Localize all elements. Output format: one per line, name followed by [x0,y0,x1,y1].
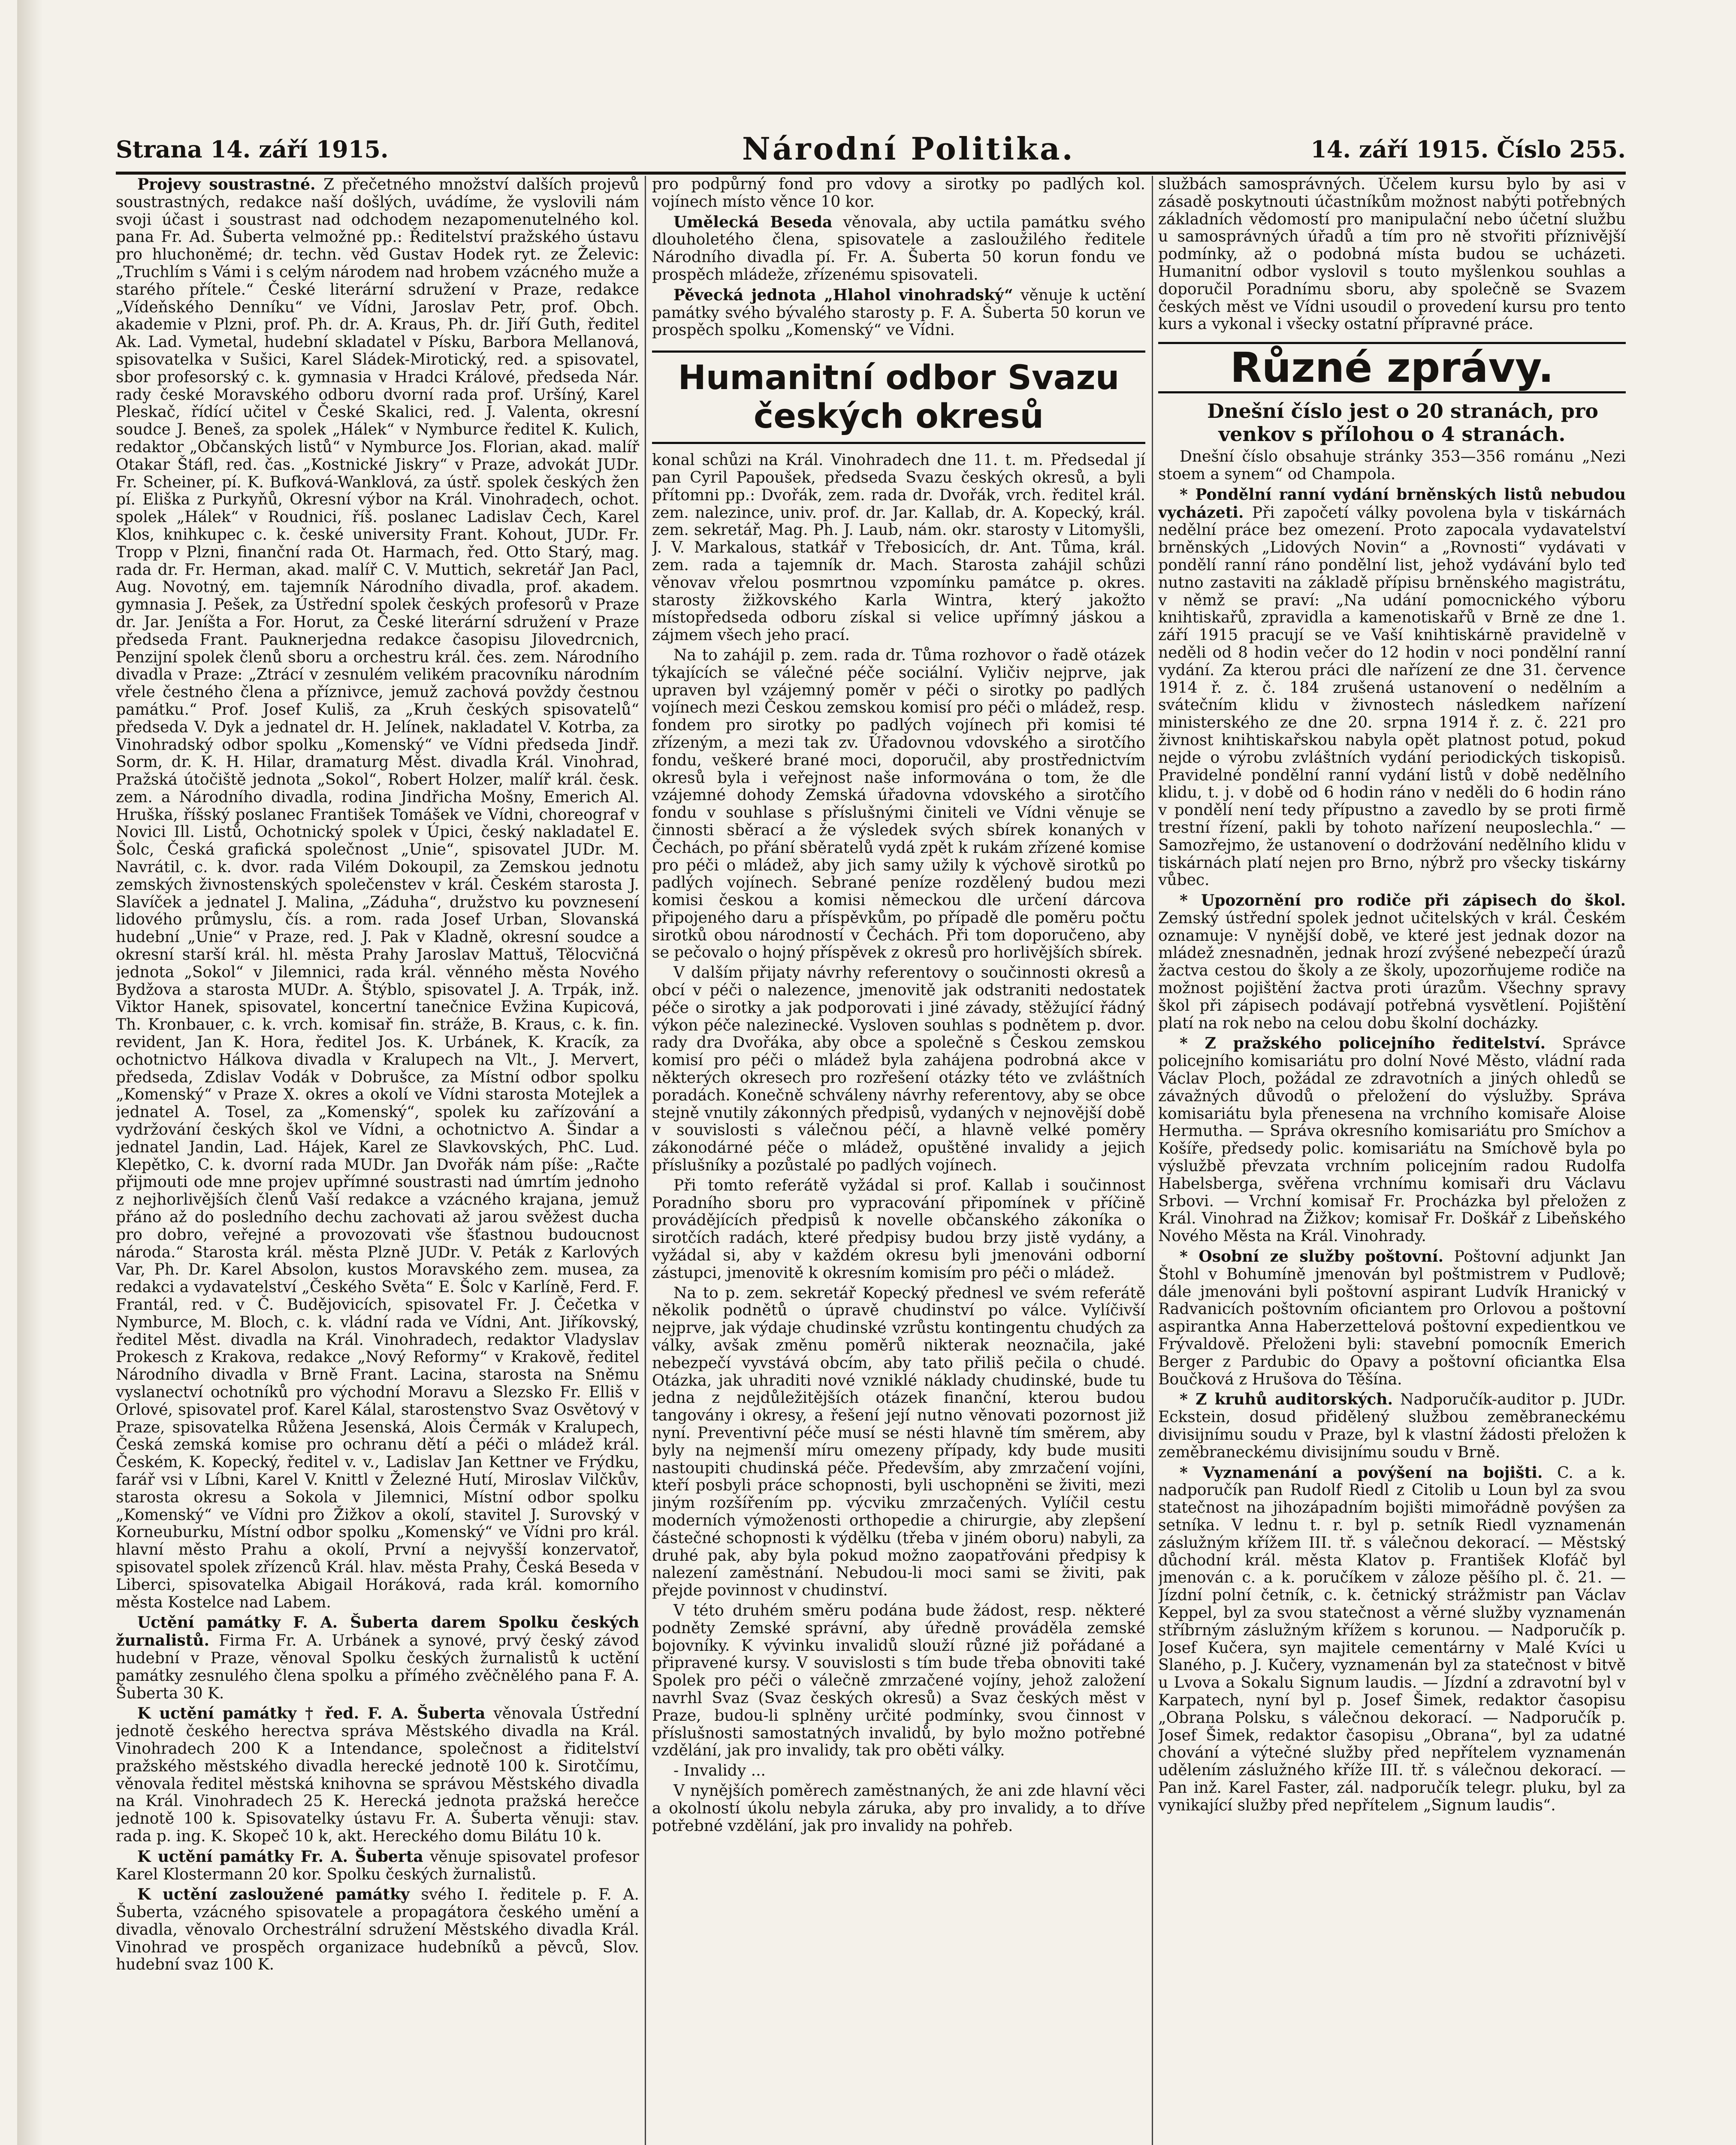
masthead-title: Národní Politika. [742,130,1075,167]
article-decorations: * Vyznamenání a povýšení na bojišti. C. a k. nadporučík pan Rudolf Riedl z Citolib u Loun byl za svou statečnost na jihozápadním bojišti mimořádně povýšen za setníka. V lednu t. r. byl p. setník Riedl vyznamenán záslužným křížem III. tř. s válečnou dekorací. — Městský důchodní král. města Klatov p. František Klofáč byl jmenován c. a k. poručíkem v záloze pěšího pl. č. 21. — Jízdní polní četník, c. k. četnický strážmistr pan Václav Keppel, byl za svou statečnost a věrné služby vyznamenán stříbrným záslužným křížem s korunou. — Nadporučík p. Josef Kučera, syn majitele cementárny v Malé Kvíci u Slaného, p. J. Kučery, vyznamenán byl za statečnost v bitvě u Lvova a Sokalu Signum laudis. — Jízdní a zdravotní byl v Karpatech, nyní byl p. Josef Šimek, redaktor časopisu „Obrana Polsku, s válečnou dekorací. — Nadporučík p. Josef Šimek, redaktor časopisu „Obrana“, byl za udatné chování a výtečné služby před nepřítelem vyznamenán udělením záslužného kříže III. tř. s válečnou dekorací. — Pan inž. Karel Faster, zál. nadporučík telegr. pluku, byl za vynikající služby před nepřítelem „Signum laudis“. [1158,1463,1626,1814]
header-page-date: Strana 14. září 1915. [116,136,389,163]
article-umelecka-beseda: Umělecká Beseda věnovala, aby uctila památku svého dlouholetého člena, spisovatele a zasloužilého ředitele Národního divadla pí. Fr. A. Šuberta 50 korun fondu ve prospěch mládeže, zřízenému spisovateli. [652,213,1145,284]
paragraph-foundlings: V dalším přijaty návrhy referentovy o součinnosti okresů a obcí v péči o nalezence, jmenovitě jak odstraniti nedostatek péče o sirotky a jak podporovati i jiné závady, stěžující řádný výkon péče nalezinecké. Vysloven souhlas s podnětem p. dvor. rady dra Dvořáka, aby obce a společně s Českou zemskou komisí pro péči o mládež byla zahájena podrobná akce v některých okresech pro rozřešení otázky této ve zvláštních poradách. Konečně schváleny návrhy referentovy, aby se obce stejně vnutily zákonných předpisů, vydaných v nejnovější době v souvislosti s válečnou péčí, a hlavně velké poměry zákonodárné péče o mládež, opuštěné invalidy a jejich příslušníky a pozůstalé po padlých vojínech. [652,964,1145,1175]
paragraph-kallab: Při tomto referátě vyžádal si prof. Kallab i součinnost Poradního sboru pro vypracování připomínek v příčině provádějících předpisů k novelle občanského zákoníka o sirotčích radách, které předpisy budou brzy jistě vydány, a vyžádal si, aby v každém okresu byli jmenováni odborní zástupci, jmenovitě k okresním komisím pro péči o mládež. [652,1176,1145,1282]
paragraph-tuma-report: Na to zahájil p. zem. rada dr. Tůma rozhovor o řadě otázek týkajících se válečné péče sociální. Vyličiv nejprve, jak upraven byl vzájemný poměr v péči o sirotky po padlých vojínech mezi Českou zemskou komisí pro péči o mládež, resp. fondem pro sirotky po padlých vojínech při komisi té zřízeným, a mezi tak zv. Úřadovnou vdovského a sirotčího fondu, veškeré brané moci, doporučil, aby prostřednictvím okresů byla i veřejnost naše informována o tom, že dle vzájemné dohody Zemská úřadovna vdovského a sirotčího fondu v souhlase s příslušnými činiteli ve Vídni věnuje se činnosti sběrací a že výsledek svých sbírek konaných v Čechách, po přání sběratelů vydá zpět k rukám zřízené komise pro péči o mládež, aby jich samy užily k výchově sirotků po padlých vojínech. Sebrané peníze rozdělený budou mezi komisi českou a komisi německou dle určení dárcova připojeného daru a příspěvkům, po případě dle poměru počtu sirotků obou národností v Čechách. Při tom doporučeno, aby se pečovalo o hojný příspěvek z okresů pro horlivějších sbírek. [652,646,1145,962]
article-school-insurance: * Upozornění pro rodiče při zápisech do škol. Zemský ústřední spolek jednot učitelských v král. Českém oznamuje: V nynější době, ve které jest jednak dozor na mládež znesnadněn, jednak hrozí zvýšené nebezpečí úrazů žactva cestou do školy a ze školy, upozorňujeme rodiče na možnost pojištění žactva proti úrazům. Všechny spravy škol při zápisech podávají potřebná vysvětlení. Pojištění platí na rok nebo na celou dobu školní docházky. [1158,891,1626,1032]
article-orchestra-gift: K uctění zasloužené památky svého I. ředitele p. F. A. Šuberta, vzácného spisovatele a propagátora českého umění a divadla, věnovalo Orchestrální sdružení Městského divadla Král. Vinohrad ve prospěch organizace hudebníků a pěvců, Slov. hudební svaz 100 K. [116,1885,639,1974]
paragraph-course: službách samosprávných. Účelem kursu bylo by asi v zásadě poskytnouti účastníkům možnost nabýti potřebných základních vědomostí pro manipulační nebo účetní službu u samosprávných úřadů a tím pro ně stvořiti příznivější podmínky, až o podobná místa budou se ucházeti. Humanitní odbor vyslovil s touto myšlenkou souhlas a doporučil Poradnímu sboru, aby společně se Svazem českých měst ve Vídni usoudil o provedení kursu pro tento kurs a vykonal i všecky ostatní přípravné práce. [1158,176,1626,333]
article-brno-monday: * Pondělní ranní vydání brněnských listů nebudou vycházeti. Při započetí války povolena byla v tiskárnách nedělní práce bez omezení. Proto zapocala vydavatelství brněnských „Lidových Novin“ a „Rovnosti“ vydávati v pondělí ranní ráno pondělní list, jehož vydávání bylo teď nutno zastaviti na základě přípisu brněnského magistrátu, v němž se praví: „Na udání pomocnického výboru knihtiskařů, zpravidla a kamenotiskařů v Brně ze dne 1. září 1915 pracují se ve Vaší knihtiskárně pravidelně v neděli od 8 hodin večer do 12 hodin v noci pondělní ranní vydání. Za kterou práci dle nařízení ze dne 31. července 1914 ř. z. č. 184 zrušená ustanovení o nedělním a svátečním klidu v živnostech následkem nařízení ministerského ze dne 20. srpna 1914 ř. z. č. 221 pro živnost knihtiskařskou nabyla opět platnost potud, pokud nejde o výrobu zvláštních vydání periodických tiskopisů. Pravidelné pondělní ranní vydání listů v době nedělního klidu, t. j. v době od 6 hodin ráno v neděli do 6 hodin ráno v pondělí není tedy přípustno a zavedlo by se proti firmě trestní řízení, pakli by tohoto nařízení neuposlechla.“ — Samozřejmo, že ustanovení o dodržování nedělního klidu v tiskárnách platí nejen pro Brno, nýbrž pro všecky tiskárny vůbec. [1158,485,1626,889]
header-issue-number: 14. září 1915. Číslo 255. [1310,136,1626,163]
section-title-various-news: Různé zprávy. [1158,342,1626,393]
paragraph-invalids-cont: - Invalidy ... [673,1762,766,1780]
paragraph-invalids: V této druhém směru podána bude žádost, resp. některé podněty Zemské správní, aby úředně prováděla zemské bojovníky. K vývinku invalidů slouží různé již pořádané a připravené kursy. V souvislosti s tím bude třeba obnoviti také Spolek pro péči o válečně zmrzačené vojíny, jehož založení navrhl Svaz (Svaz českých okresů) a Svaz českých měst v Praze, budou-li splněny určité podmínky, svou činnost v příslušnosti samostatných invalidů, by bylo možno potřebné vzdělání, jak pro invalidy, tak pro oběti války. [652,1601,1145,1760]
paragraph-novel-pages: Dnešní číslo obsahuje stránky 353—356 románu „Nezi stoem a synem“ od Champola. [1158,448,1626,483]
article-condolences: Projevy soustrastné. Z přečetného množství dalších projevů soustrastných, redakce naší došlých, uvádíme, že vyslovili nám svoji účast i soustrast nad odchodem nezapomenutelného kol. pana Fr. Ad. Šuberta velmožné pp.: Ředitelství pražského ústavu pro hluchoněmé; dr. techn. věd Gustav Hodek ryt. ze Želevic: „Truchlím s Vámi i s celým národem nad hrobem vzácného muže a starého přítele.“ České literární sdružení v Praze, redakce „Vídeňského Denníku“ ve Vídni, Jaroslav Petr, prof. Obch. akademie v Plzni, prof. Ph. dr. A. Kraus, Ph. dr. Jiří Guth, ředitel Ak. Lad. Vymetal, hudební skladatel v Písku, Barbora Mellanová, spisovatelka v Sušici, Karel Sládek-Mirotický, red. a spisovatel, sbor profesorský c. k. gymnasia v Hradci Králové, předseda Nár. rady české Moravského odboru dvorní rada prof. Uršíný, Karel Pleskač, řídící učitel v České Skalici, red. J. Valenta, okresní soudce J. Beneš, za spolek „Hálek“ v Nymburce ředitel K. Kulich, redaktor „Občanských listů“ v Nymburce Jos. Florian, akad. malíř Otakar Štáfl, red. čas. „Kostnické Jiskry“ v Praze, advokát JUDr. Fr. Scheiner, pí. K. Bufková-Wanklová, za ústř. spolek českých žen pí. Eliška z Purkyňů, Okresní výbor na Král. Vinohradech, ochot. spolek „Hálek“ v Roudnici, říš. poslanec Ladislav Čech, Karel Klos, knihkupec c. k. české university Frant. Kohout, JUDr. Fr. Tropp v Plzni, finanční rada Ot. Harmach, řed. Otto Starý, mag. rada dr. Fr. Herman, akad. malíř C. V. Muttich, sekretář Jan Pacl, Aug. Novotný, em. tajemník Národního divadla, prof. akadem. gymnasia J. Pešek, za Ústřední spolek českých profesorů v Praze dr. Jar. Jeníšta a For. Horut, za České literární sdružení v Praze předseda Frant. Pauknerjedna redakce časopisu Jilovedrcnich, Penzijní spolek členů sboru a orchestru král. čes. zem. Národního divadla v Praze: „Ztrácí v zesnulém velikém pracovníku národním vřele čestného člena a příznivce, jemuž zachová povždy čestnou památku.“ Prof. Josef Kuliš, za „Kruh českých spisovatelů“ předseda V. Dyk a jednatel dr. H. Jelínek, nakladatel V. Kotrba, za Vinohradský odbor spolku „Komenský“ ve Vídni předseda Jindř. Sorm, dr. K. H. Hilar, dramaturg Měst. divadla Král. Vinohrad, Pražská útočiště jednota „Sokol“, Robert Holzer, malíř král. česk. zem. a Národního divadla, rodina Jindřicha Mošny, Emerich Al. Hruška, říšský poslanec František Tomášek ve Vídni, choreograf v Novici Ill. Listů, Ochotnický spolek v Úpici, český nakladatel E. Šolc, Česká grafická společnost „Unie“, spisovatel JUDr. M. Navrátil, c. k. dvor. rada Vilém Dokoupil, za Zemskou jednotu zemských živnostenských společenstev v král. Českém starosta J. Slavíček a jednatel J. Malina, „Záduha“, družstvo ku povznesení lidového průmyslu, čís. a rom. rada Josef Urban, Slovanská hudební „Unie“ v Praze, red. J. Pak v Kladně, okresní soudce a okresní starší král. hl. města Prahy Jaroslav Mattuš, Tělocvičná jednota „Sokol“ v Jilemnici, rada král. věnného města Nového Bydžova a starosta MUDr. A. Štýblo, spisovatel J. A. Trpák, inž. Viktor Hanek, spisovatel, koncertní tanečnice Evžina Kupicová, Th. Kronbauer, c. k. vrch. komisař fin. stráže, B. Kraus, c. k. fin. revident, Jan K. Hora, ředitel Jos. K. Urbánek, K. Kracík, za ochotnictvo Hálkova divadla v Kralupech na Vlt., J. Mervert, předseda, Zdislav Vodák v Dobrušce, za Místní odbor spolku „Komenský“ v Praze X. okres a okolí ve Vídni starosta Motejlek a jednatel A. Tosel, za „Komenský“, spolek ku zařízování a vydržování českých škol ve Vídni, a ochotnictvo A. Šindar a jednatel Jandin, Lad. Hájek, Karel ze Slavkovských, PhC. Lud. Klepětko, C. k. dvorní rada MUDr. Jan Dvořák nám píše: „Račte přijmouti ode mne projev upřímné soustrasti nad úmrtím jednoho z nejhorlivějších členů Vaší redakce a vzácného krajana, jemuž přáno až do posledního dechu zachovati až jarou svěžest ducha pro dobro, veřejné a provozovati vše šťastnou budoucnost národa.“ Starosta král. města Plzně JUDr. V. Peták z Karlových Var, Ph. Dr. Karel Absolon, kustos Moravského zem. musea, za redakci a vydavatelství „Českého Světa“ E. Šolc v Karlíně, Ferd. F. Frantál, red. v Č. Budějovicích, spisovatel Fr. J. Čečetka v Nymburce, M. Bloch, c. k. vládní rada ve Vídni, Ant. Jiříkovský, ředitel Měst. divadla na Král. Vinohradech, redaktor Vladyslav Prokesch z Krakova, redakce „Nový Reformy“ v Krakově, ředitel Národního divadla v Brně Frant. Lacina, starosta na Sněmu vyslanectví ochotníků pro východní Moravu a Slezsko Fr. Elliš v Orlové, spisovatel prof. Karel Kálal, starostenstvo Svaz Osvětový v Praze, spisovatelka Růžena Jesenská, Alois Čermák v Kralupech, Česká zemská komise pro ochranu dětí a péči o mládež král. Českém, K. Kopecký, ředitel v. v., Ladislav Jan Kettner ve Frýdku, farář vsi v Líbni, Karel V. Knittl v Železné Hutí, Miroslav Vilčkův, starosta okresu a Sokola v Jilemnici, Místní odbor spolku „Komenský“ ve Vídni pro Žižkov a okolí, stavitel J. Surovský v Korneuburku, Místní odbor spolku „Komenský“ ve Vídni pro král. hlavní město Prahu a okolí, První a nejvyšší konzervatoř, spisovatel spolek zřízenců Král. hlav. města Prahy, Česká Beseda v Liberci, spisovatelka Abigail Horáková, rada král. komorního města Kostelce nad Labem. [116,176,639,1611]
column-3 [1158,176,1626,2145]
article-hlahol: Pěvecká jednota „Hlahol vinohradský“ věnuje k uctění památky svého bývalého starosty p. F. A. Šuberta 50 korun ve prospěch spolku „Komenský“ ve Vídni. [652,286,1145,339]
column-1 [116,176,639,2145]
paragraph-kopecky: Na to p. zem. sekretář Kopecký přednesl ve svém referátě několik podnětů o úpravě chudinství po válce. Vylíčivší nejprve, jak výdaje chudinské vzrůstu kontingentu chudých za války, avšak změnu poměrů nikterak neoznačila, jaké nebezpečí vyvstává obcím, aby tato přiliš pečila o chudé. Otázka, jak uhraditi nové vzniklé náklady chudinské, bude tu jedna z nejdůležitějších otázek finanční, kterou budou tangovány i okresy, a řešení její nutno věnovati pozornost již nyní. Preventivní péče musí se nésti hlavně tím směrem, aby byly na nejmenší míru omezeny případy, kdy bude musiti nastoupiti chudinská péče. Především, aby zmrzačení vojíni, kteří posbyli práce schopnosti, byli uschopněni se živiti, mezi jiným rozšířením pp. výcviku zmrzačených. Vylíčil cestu moderních výmoženosti orthopedie a chirurgie, aby zlepšení částečné schopnosti k výdělku (třeba v jiném oboru) nabyli, za druhé pak, aby byla pokud možno zaopatřováni předpisy k nalezení zaměstnání. Nebudou-li moci sami se živiti, pak přejde povinnost v chudinství. [652,1284,1145,1600]
article-auditors: * Z kruhů auditorských. Nadporučík-auditor p. JUDr. Eckstein, dosud přidělený službou zeměbraneckému divisijnímu soudu v Praze, byl k vlastní žádosti přeložen k zeměbraneckému divisijnímu soudu v Brně. [1158,1390,1626,1461]
paragraph-meeting: konal schůzi na Král. Vinohradech dne 11. t. m. Předsedal jí pan Cyril Papoušek, předseda Svazu českých okresů, a byli přítomni pp.: Dvořák, zem. rada dr. Dvořák, vrch. ředitel král. zem. nalezince, univ. prof. dr. Jar. Kallab, dr. A. Kopecký, král. zem. sekretář, Mag. Ph. J. Laub, nám. okr. starosty v Litomyšli, J. V. Markalous, statkář v Třebosicích, dr. Ant. Tůma, král. zem. rada a tajemník dr. Mach. Starosta zahájil schůzi věnovav vřelou posmrtnou vzpomínku památce p. okres. starosty žižkovského Karla Wintra, který jakožto místopředseda odboru získal si velice upřímný jáskou a zájmem všech jeho prací. [652,451,1145,644]
newspaper-header [116,124,1626,175]
article-actors-memorial: K uctění památky † řed. F. A. Šuberta věnovala Ústřední jednotě českého herectva správa Městského divadla na Král. Vinohradech 200 K a Intendance, společnost a řiditelství pražského městského divadla herecké jednotě 100 k. Sirotčímu, věnovala ředitel městská knihovna se správou Městského divadla na Král. Vinohradech 25 K. Herecká jednota pražská herečce jednotě 100 k. Spisovatelky ústavu Fr. A. Šuberta věnuji: stav. rada p. ing. K. Skopeč 10 k, akt. Hereckého domu Bilátu 10 k. [116,1704,639,1845]
article-police: * Z pražského policejního ředitelství. Správce policejního komisariátu pro dolní Nové Město, vládní rada Václav Ploch, požádal ze zdravotních a jiných ohledů se závažných důvodů o přeložení do výslužby. Správa komisariátu byla přenesena na vrchního komisaře Aloise Hermutha. — Správa okresního komisariátu pro Smíchov a Košíře, předsedy polic. komisariátu na Smíchově byla po výslužbě převzata vrchním policejním radou Rudolfa Habelsberga, svěřena vrchnímu komisaři dru Václavu Srbovi. — Vrchní komisař Fr. Procházka byl přeložen z Král. Vinohrad na Žižkov; komisař Fr. Doškář z Libeňského Nového Města na Král. Vinohrady. [1158,1034,1626,1245]
headline-humanitarian-section: Humanitní odbor Svazu českých okresů [652,350,1145,444]
article-klostermann-gift: K uctění památky Fr. A. Šuberta věnuje spisovatel profesor Karel Klostermann 20 kor. Spolku českých žurnalistů. [116,1847,639,1883]
paragraph-fund: pro podpůrný fond pro vdovy a sirotky po padlých kol. vojínech místo věnce 10 kor. [652,176,1145,211]
column-2 [652,176,1145,2145]
article-journalists-gift: Uctění památky F. A. Šuberta darem Spolku českých žurnalistů. Firma Fr. A. Urbánek a synové, prvý český závod hudební v Praze, věnoval Spolku českých žurnalistů k uctění památky zesnulého člena spolku a přímého zvěčnělého pana F. A. Šuberta 30 K. [116,1613,639,1702]
article-postal: * Osobní ze služby poštovní. Poštovní adjunkt Jan Štohl v Bohumíně jmenován byl poštmistrem v Pudlově; dále jmenováni byli poštovní aspirant Ludvík Hranický v Radvanicích poštovním oficiantem pro Orlovou a poštovní aspirantka Anna Haberzettelová poštovní expedientkou ve Frývaldově. Přeloženi byli: stavební pomocník Emerich Berger z Pardubic do Opavy a poštovní oficiantka Elsa Boučková z Hrušova do Těšína. [1158,1248,1626,1388]
notice-issue-pages: Dnešní číslo jest o 20 stranách, pro venkov s přílohou o 4 stranách. [1207,399,1598,446]
column-rule-2 [1152,176,1153,2145]
page-fold-shadow [17,0,43,2145]
paragraph-closing: V nynějších poměrech zaměstnaných, že ani zde hlavní věci a okolností úkolu nebyla záruka, aby pro invalidy, a to dříve potřebné vzdělání, jak pro invalidy na pohřeb. [652,1782,1145,1835]
column-rule-1 [645,176,646,2145]
